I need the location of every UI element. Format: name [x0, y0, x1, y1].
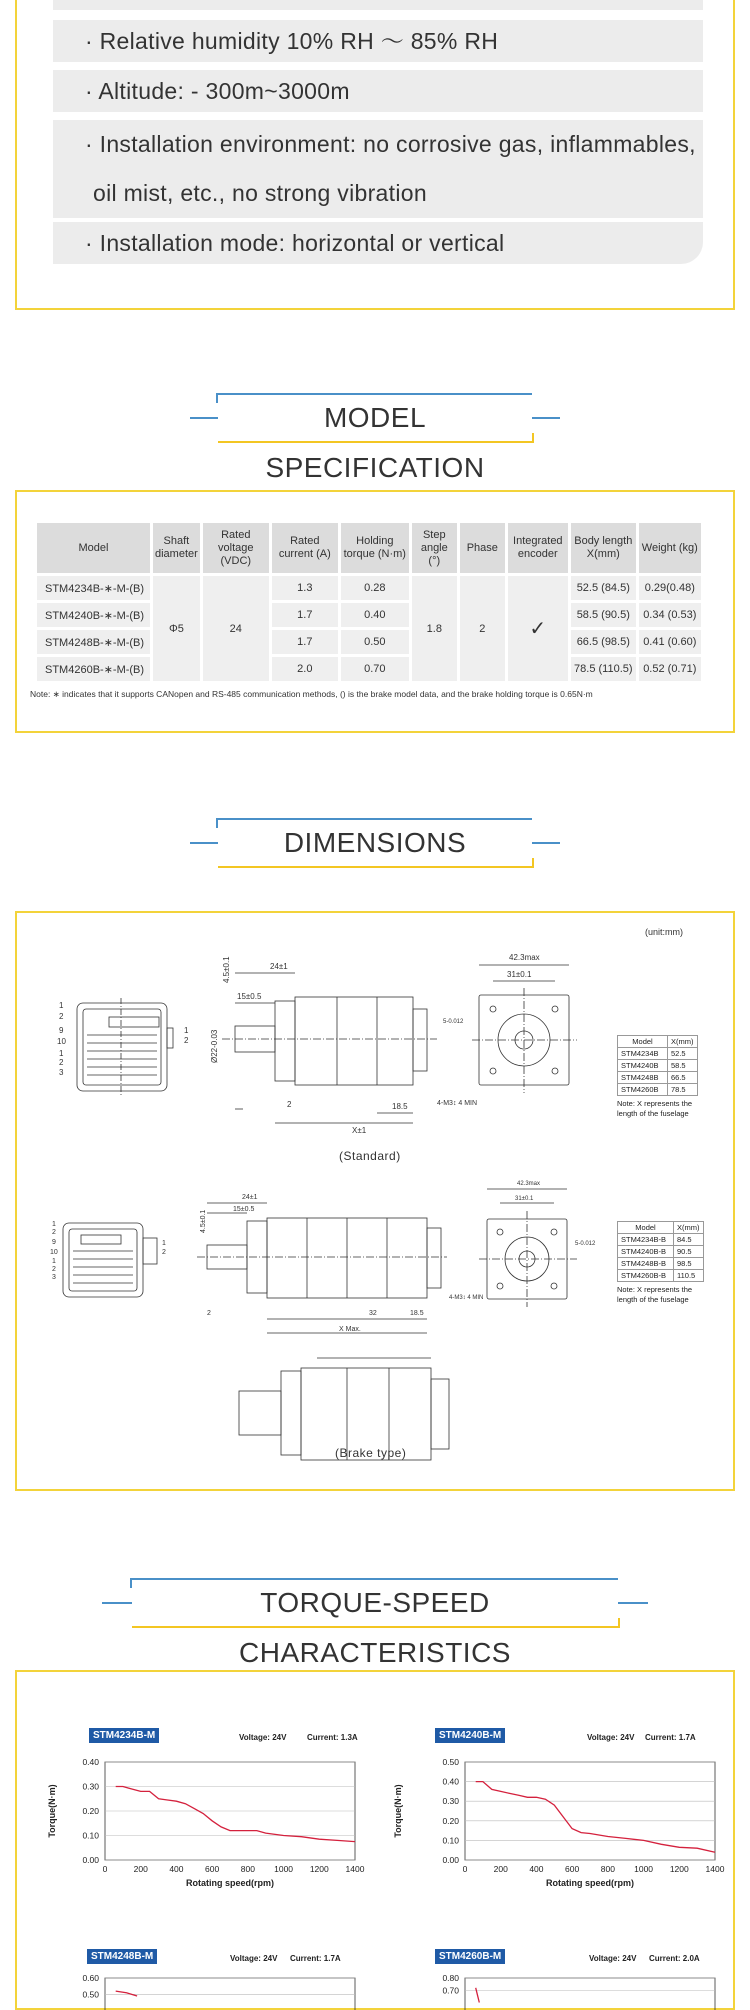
- x-tick-label: 600: [205, 1864, 220, 1874]
- unit-label: (unit:mm): [645, 927, 683, 937]
- heading-line-right: [532, 842, 560, 844]
- spec-cell-phase: 2: [460, 576, 505, 681]
- torque-curve: [116, 1787, 355, 1842]
- env-altitude: · Altitude: - 300m~3000m: [53, 70, 703, 112]
- table-row: [37, 657, 701, 681]
- brake-back-view: [63, 1223, 157, 1297]
- spec-cell-torque: 0.40: [341, 603, 409, 627]
- dim-label: 5-0.012: [575, 1241, 596, 1247]
- spec-cell-model: STM4260B-∗-M-(B): [37, 657, 150, 681]
- x-tick-label: 800: [600, 1864, 615, 1874]
- chart-voltage: Voltage: 24V: [589, 1954, 637, 1963]
- brake-table-note: Note: X represents the length of the fuselage: [617, 1285, 693, 1304]
- dim-label: 4-M3↕ 4 MIN: [449, 1295, 484, 1301]
- spec-header: Shaft diameter: [153, 523, 200, 573]
- mini-cell: STM4234B-B: [618, 1234, 674, 1246]
- dim-label: 2: [207, 1310, 211, 1317]
- pin-label: 2: [59, 1058, 64, 1067]
- table-row: [618, 1270, 704, 1282]
- heading-title: MODEL SPECIFICATION: [265, 402, 485, 483]
- chart-current: Current: 1.7A: [645, 1733, 696, 1742]
- x-tick-label: 400: [529, 1864, 544, 1874]
- pin-label: 2: [52, 1266, 56, 1273]
- dim-label: Ø22-0.03: [210, 1029, 219, 1063]
- y-tick-label: 0.00: [442, 1855, 459, 1865]
- pin-label: 9: [59, 1026, 64, 1035]
- model-spec-heading: [0, 393, 750, 483]
- mini-cell: STM4260B: [618, 1084, 668, 1096]
- pin-label: 2: [52, 1229, 56, 1236]
- dim-label: 18.5: [410, 1310, 424, 1317]
- x-tick-label: 200: [133, 1864, 148, 1874]
- mini-header: Model: [618, 1036, 668, 1048]
- x-tick-label: 1400: [705, 1864, 725, 1874]
- dim-label: 24±1: [242, 1194, 258, 1201]
- table-row: [618, 1246, 704, 1258]
- dim-label: 32: [369, 1310, 377, 1317]
- pin-label: 1: [52, 1221, 56, 1228]
- torque-curve: [476, 1782, 715, 1853]
- x-tick-label: 0: [102, 1864, 108, 1874]
- spec-note: Note: ∗ indicates that it supports CANopen and RS-485 communication methods, () is the brake model data, and the brake holding torque is 0.65N·m: [30, 689, 593, 699]
- brake-long-view: [239, 1358, 449, 1460]
- spec-header: Rated current (A): [272, 523, 338, 573]
- dim-label: 4-M3↕ 4 MIN: [437, 1100, 478, 1107]
- caption-brake: (Brake type): [335, 1446, 407, 1460]
- torque-heading: [0, 1578, 750, 1668]
- x-tick-label: 1000: [634, 1864, 654, 1874]
- dimension-drawings: [17, 913, 733, 1489]
- pin-label: 2: [162, 1249, 166, 1256]
- torque-panel: [15, 1670, 735, 2010]
- standard-dimension-table: [617, 1035, 698, 1096]
- chart-voltage: Voltage: 24V: [587, 1733, 635, 1742]
- pin-label: 2: [184, 1036, 189, 1045]
- spec-cell-encoder-check-icon: ✓: [508, 576, 568, 681]
- mini-cell: STM4234B: [618, 1048, 668, 1060]
- mini-cell: STM4248B-B: [618, 1258, 674, 1270]
- y-tick-label: 0.10: [442, 1835, 459, 1846]
- x-tick-label: 200: [493, 1864, 508, 1874]
- spec-cell-model: STM4234B-∗-M-(B): [37, 576, 150, 600]
- env-installation-line-1: · Installation environment: no corrosive gas, inflammables,: [85, 131, 696, 157]
- spec-header: Integrated encoder: [508, 523, 568, 573]
- mini-cell: 110.5: [674, 1270, 704, 1282]
- dim-label: 4.5±0.1: [222, 956, 231, 983]
- env-humidity: · Relative humidity 10% RH 〜 85% RH: [53, 20, 703, 62]
- dim-label: 42.3max: [509, 953, 540, 962]
- spec-header: Weight (kg): [639, 523, 701, 573]
- mini-cell: STM4240B: [618, 1060, 668, 1072]
- mini-cell: 78.5: [668, 1084, 698, 1096]
- table-row: [37, 603, 701, 627]
- y-tick-label: 0.10: [82, 1830, 99, 1841]
- pin-label: 1: [59, 1001, 64, 1010]
- spec-header: Model: [37, 523, 150, 573]
- dimensions-heading: [0, 818, 750, 868]
- torque-chart-1: [37, 1750, 365, 1890]
- spec-cell-length: 66.5 (98.5): [571, 630, 636, 654]
- spec-cell-model: STM4248B-∗-M-(B): [37, 630, 150, 654]
- dim-label: 18.5: [392, 1102, 408, 1111]
- chart-title-tag: STM4234B-M: [89, 1728, 159, 1743]
- pin-label: 3: [59, 1068, 64, 1077]
- x-axis-label: Rotating speed(rpm): [185, 1878, 275, 1888]
- mini-cell: 98.5: [674, 1258, 704, 1270]
- heading-line-left: [190, 842, 218, 844]
- dim-label: 15±0.5: [237, 992, 262, 1001]
- dim-label: 5-0.012: [443, 1019, 464, 1025]
- y-tick-label: 0.60: [82, 1973, 99, 1983]
- env-installation-environment: [53, 120, 703, 218]
- mini-cell: 90.5: [674, 1246, 704, 1258]
- chart-voltage: Voltage: 24V: [230, 1954, 278, 1963]
- spec-header: Phase: [460, 523, 505, 573]
- dim-label: 31±0.1: [507, 970, 532, 979]
- spec-cell-torque: 0.28: [341, 576, 409, 600]
- table-row: [37, 576, 701, 600]
- mini-cell: STM4240B-B: [618, 1246, 674, 1258]
- spec-table: [34, 520, 704, 684]
- environment-panel: [15, 0, 735, 310]
- torque-curve: [116, 1991, 137, 1996]
- y-axis-label: Torque(N·m): [47, 1784, 57, 1838]
- spec-cell-weight: 0.52 (0.71): [639, 657, 701, 681]
- torque-chart-2: [383, 1750, 725, 1890]
- spec-cell-current: 1.7: [272, 630, 338, 654]
- spec-header: Body length X(mm): [571, 523, 636, 573]
- heading-line-right: [532, 417, 560, 419]
- y-tick-label: 0.50: [442, 1757, 459, 1767]
- standard-front-view: [472, 965, 577, 1093]
- heading-line-right: [618, 1602, 648, 1604]
- x-tick-label: 1000: [274, 1864, 294, 1874]
- mini-cell: 52.5: [668, 1048, 698, 1060]
- mini-cell: STM4260B-B: [618, 1270, 674, 1282]
- plot-frame: [465, 1978, 715, 2010]
- mini-cell: 58.5: [668, 1060, 698, 1072]
- spec-cell-current: 1.3: [272, 576, 338, 600]
- environment-top-strip: [53, 0, 703, 10]
- spec-cell-current: 1.7: [272, 603, 338, 627]
- table-row: [618, 1048, 698, 1060]
- plot-frame: [105, 1978, 355, 2010]
- mini-header: X(mm): [674, 1222, 704, 1234]
- dim-label: 15±0.5: [233, 1206, 255, 1213]
- mini-cell: 66.5: [668, 1072, 698, 1084]
- heading-line-left: [190, 417, 218, 419]
- brake-front-view: [479, 1189, 577, 1307]
- spec-cell-step-angle: 1.8: [412, 576, 457, 681]
- spec-cell-length: 58.5 (90.5): [571, 603, 636, 627]
- heading-line-left: [102, 1602, 132, 1604]
- table-row: [618, 1234, 704, 1246]
- spec-cell-torque: 0.70: [341, 657, 409, 681]
- chart-voltage: Voltage: 24V: [239, 1733, 287, 1742]
- y-tick-label: 0.80: [442, 1973, 459, 1983]
- spec-cell-model: STM4240B-∗-M-(B): [37, 603, 150, 627]
- y-tick-label: 0.20: [442, 1815, 459, 1826]
- x-tick-label: 400: [169, 1864, 184, 1874]
- spec-cell-length: 52.5 (84.5): [571, 576, 636, 600]
- mini-cell: 84.5: [674, 1234, 704, 1246]
- spec-cell-length: 78.5 (110.5): [571, 657, 636, 681]
- chart-title-tag: STM4240B-M: [435, 1728, 505, 1743]
- pin-label: 10: [50, 1249, 58, 1256]
- mini-cell: STM4248B: [618, 1072, 668, 1084]
- chart-title-tag: STM4248B-M: [87, 1949, 157, 1964]
- table-row: [618, 1072, 698, 1084]
- dim-label: 31±0.1: [515, 1196, 534, 1202]
- heading-title: TORQUE-SPEED CHARACTERISTICS: [239, 1587, 511, 1668]
- torque-chart-4: [383, 1970, 718, 2010]
- dimensions-panel: [15, 911, 735, 1491]
- heading-title: DIMENSIONS: [283, 827, 467, 858]
- chart-current: Current: 1.3A: [307, 1733, 358, 1742]
- spec-header-row: [37, 523, 701, 573]
- table-row: [618, 1258, 704, 1270]
- torque-chart-3: [37, 1970, 357, 2010]
- dim-label: 4.5±0.1: [200, 1209, 207, 1233]
- pin-label: 1: [52, 1258, 56, 1265]
- dim-label: 24±1: [270, 962, 288, 971]
- y-tick-label: 0.30: [442, 1796, 459, 1807]
- spec-cell-shaft: Φ5: [153, 576, 200, 681]
- spec-cell-torque: 0.50: [341, 630, 409, 654]
- table-row: [618, 1084, 698, 1096]
- mini-header: X(mm): [668, 1036, 698, 1048]
- brake-dimension-table: [617, 1221, 704, 1282]
- mini-header: Model: [618, 1222, 674, 1234]
- x-tick-label: 600: [565, 1864, 580, 1874]
- table-row: [618, 1060, 698, 1072]
- env-installation-mode: · Installation mode: horizontal or vertical: [53, 222, 703, 264]
- y-tick-label: 0.30: [82, 1781, 99, 1792]
- dim-label: 42.3max: [517, 1181, 541, 1187]
- chart-title-tag: STM4260B-M: [435, 1949, 505, 1964]
- standard-back-view: [77, 998, 173, 1096]
- spec-header: Rated voltage (VDC): [203, 523, 269, 573]
- caption-standard: (Standard): [339, 1149, 401, 1163]
- pin-label: 2: [59, 1012, 64, 1021]
- x-tick-label: 1200: [309, 1864, 329, 1874]
- spec-cell-voltage: 24: [203, 576, 269, 681]
- y-axis-label: Torque(N·m): [393, 1784, 403, 1838]
- y-tick-label: 0.70: [442, 1985, 459, 1996]
- chart-current: Current: 2.0A: [649, 1954, 700, 1963]
- y-tick-label: 0.20: [82, 1806, 99, 1816]
- plot-frame: [465, 1762, 715, 1860]
- pin-label: 10: [57, 1037, 66, 1046]
- x-tick-label: 0: [462, 1864, 468, 1874]
- y-tick-label: 0.00: [82, 1855, 99, 1865]
- y-tick-label: 0.40: [82, 1757, 99, 1767]
- standard-table-note: Note: X represents the length of the fuselage: [617, 1099, 693, 1118]
- x-tick-label: 1400: [345, 1864, 365, 1874]
- pin-label: 1: [59, 1049, 64, 1058]
- spec-cell-current: 2.0: [272, 657, 338, 681]
- env-installation-line-2: oil mist, etc., no strong vibration: [93, 180, 427, 206]
- x-tick-label: 1200: [669, 1864, 689, 1874]
- spec-cell-weight: 0.34 (0.53): [639, 603, 701, 627]
- spec-header: Holding torque (N·m): [341, 523, 409, 573]
- dim-label: X Max.: [339, 1326, 361, 1333]
- dim-label: X±1: [352, 1126, 367, 1135]
- pin-label: 9: [52, 1239, 56, 1246]
- y-tick-label: 0.50: [82, 1989, 99, 2000]
- dim-label: 2: [287, 1100, 292, 1109]
- spec-cell-weight: 0.41 (0.60): [639, 630, 701, 654]
- x-tick-label: 800: [240, 1864, 255, 1874]
- table-row: [37, 630, 701, 654]
- x-axis-label: Rotating speed(rpm): [545, 1878, 635, 1888]
- spec-cell-weight: 0.29(0.48): [639, 576, 701, 600]
- pin-label: 3: [52, 1274, 56, 1281]
- spec-header: Step angle (°): [412, 523, 457, 573]
- pin-label: 1: [184, 1026, 189, 1035]
- model-spec-panel: [15, 490, 735, 733]
- chart-current: Current: 1.7A: [290, 1954, 341, 1963]
- y-tick-label: 0.40: [442, 1776, 459, 1787]
- pin-label: 1: [162, 1240, 166, 1247]
